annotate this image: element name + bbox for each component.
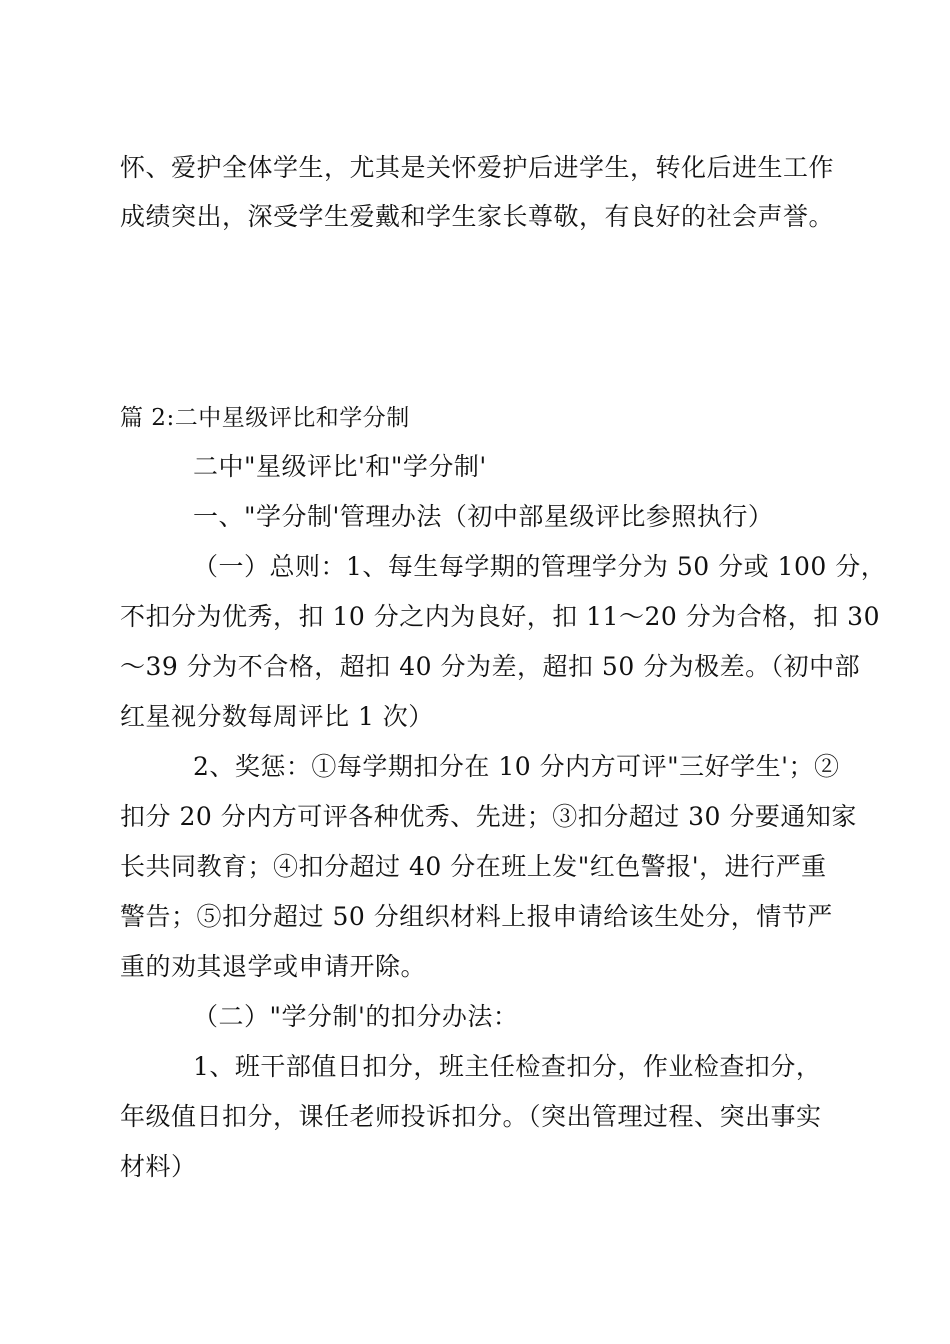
paragraph-line: 怀、爱护全体学生，尤其是关怀爱护后进学生，转化后进生工作 <box>120 153 835 182</box>
paragraph-line: 长共同教育；④扣分超过 40 分在班上发"红色警报'，进行严重 <box>120 852 827 881</box>
subsection-heading: 一、"学分制'管理办法（初中部星级评比参照执行） <box>193 502 774 531</box>
paragraph-line: （一）总则：1、每生每学期的管理学分为 50 分或 100 分， <box>193 552 887 581</box>
paragraph-line: 年级值日扣分，课任老师投诉扣分。（突出管理过程、突出事实 <box>120 1102 822 1131</box>
paragraph-line: 重的劝其退学或申请开除。 <box>120 952 427 981</box>
paragraph-line: 材料） <box>120 1152 197 1181</box>
paragraph-line: 扣分 20 分内方可评各种优秀、先进；③扣分超过 30 分要通知家 <box>120 802 857 831</box>
paragraph-line: 成绩突出，深受学生爱戴和学生家长尊敬，有良好的社会声誉。 <box>120 202 835 231</box>
paragraph-line: 1、班干部值日扣分，班主任检查扣分，作业检查扣分， <box>193 1052 822 1081</box>
document-subtitle: 二中"星级评比'和"学分制' <box>193 452 487 481</box>
paragraph-line: ～39 分为不合格，超扣 40 分为差，超扣 50 分为极差。（初中部 <box>120 652 861 681</box>
subsection-heading: （二）"学分制'的扣分办法： <box>193 1002 519 1031</box>
paragraph-line: 警告；⑤扣分超过 50 分组织材料上报申请给该生处分，情节严 <box>120 902 833 931</box>
paragraph-line: 红星视分数每周评比 1 次） <box>120 702 434 731</box>
section-heading: 篇 2:二中星级评比和学分制 <box>120 405 410 431</box>
paragraph-line: 2、奖惩：①每学期扣分在 10 分内方可评"三好学生'；② <box>193 752 840 781</box>
paragraph-line: 不扣分为优秀，扣 10 分之内为良好，扣 11～20 分为合格，扣 30 <box>120 602 880 631</box>
